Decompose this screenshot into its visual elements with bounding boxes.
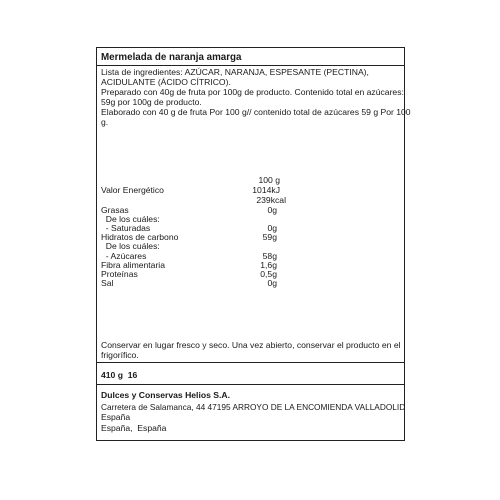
- nutrition-header-per: 100 g: [258, 175, 280, 185]
- storage-line-2: frigorífico.: [101, 350, 139, 360]
- nutrient-value-fibre: 1,6g: [260, 260, 277, 270]
- title-divider: [96, 65, 405, 66]
- nutrient-value-salt: 0g: [267, 278, 277, 288]
- company-country: España: [101, 412, 131, 422]
- nutrient-value-fat: 0g: [267, 205, 277, 215]
- nutrient-label-protein: Proteínas: [101, 269, 138, 279]
- nutrient-value-protein: 0,5g: [260, 269, 277, 279]
- weight-divider: [96, 384, 405, 385]
- nutrient-label-salt: Sal: [101, 278, 114, 288]
- nutrient-value-carbohydrates: 59g: [262, 232, 277, 242]
- nutrient-label-saturated: - Saturadas: [101, 223, 151, 233]
- nutrient-label-carbohydrates: Hidratos de carbono: [101, 232, 179, 242]
- ingredients-line-1: Lista de ingredientes: AZÚCAR, NARANJA, ESPESANTE (PECTINA),: [101, 67, 369, 77]
- preparation-line-1: Preparado con 40g de fruta por 100g de producto. Contenido total en azúcares:: [101, 87, 404, 97]
- energy-kcal: 239kcal: [256, 195, 286, 205]
- nutrient-label-fat-of-which: De los cuáles:: [101, 214, 160, 224]
- origin-countries: España, España: [101, 423, 167, 433]
- elaboration-line-2: g.: [101, 117, 109, 127]
- product-title: Mermelada de naranja amarga: [101, 52, 242, 63]
- preparation-line-2: 59g por 100g de producto.: [101, 97, 202, 107]
- energy-kj: 1014kJ: [252, 185, 280, 195]
- nutrient-value-saturated: 0g: [267, 223, 277, 233]
- elaboration-line-1: Elaborado con 40 g de fruta Por 100 g// contenido total de azúcares 59 g Por 100: [101, 107, 411, 117]
- storage-divider: [96, 362, 405, 363]
- nutrient-label-fat: Grasas: [101, 205, 129, 215]
- nutrient-label-fibre: Fibra alimentaria: [101, 260, 165, 270]
- nutrient-label-carbs-of-which: De los cuáles:: [101, 241, 160, 251]
- nutrient-label-sugars: - Azúcares: [101, 251, 147, 261]
- company-address: Carretera de Salamanca, 44 47195 ARROYO DE LA ENCOMIENDA VALLADOLID: [101, 402, 406, 412]
- nutrient-value-sugars: 58g: [262, 251, 277, 261]
- storage-line-1: Conservar en lugar fresco y seco. Una vez abierto, conservar el producto en el: [101, 340, 401, 350]
- company-name: Dulces y Conservas Helios S.A.: [101, 390, 230, 400]
- ingredients-line-2: ACIDULANTE (ÁCIDO CÍTRICO).: [101, 77, 231, 87]
- net-weight: 410 g 16: [101, 370, 138, 380]
- energy-label: Valor Energético: [101, 185, 164, 195]
